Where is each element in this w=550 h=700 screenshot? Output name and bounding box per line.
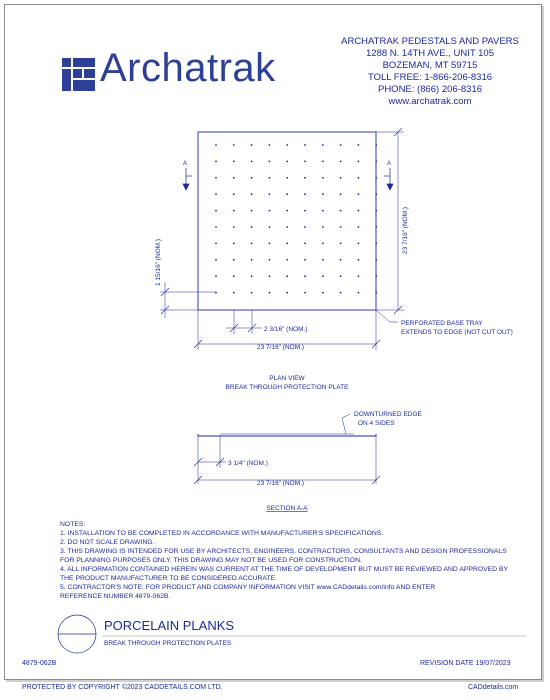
perforation-dot [358, 292, 360, 294]
logo-wordmark: Archatrak [100, 46, 276, 90]
company-address-line2: BOZEMAN, MT 59715 [382, 60, 478, 71]
plan-callout-line2: EXTENDS TO EDGE (NOT CUT OUT) [401, 329, 513, 336]
perforation-dot [251, 144, 253, 146]
perforation-dot [340, 193, 342, 195]
perforation-dot [375, 243, 377, 245]
perforation-dot [286, 226, 288, 228]
note-line: 5. CONTRACTOR'S NOTE: FOR PRODUCT AND COMPANY INFORMATION VISIT www.CADdetails.com/info AND ENTER [60, 584, 436, 591]
plan-view-title: PLAN VIEW [269, 375, 305, 382]
perforation-dot [233, 144, 235, 146]
perforation-dot [322, 226, 324, 228]
perforation-dot [340, 275, 342, 277]
perforation-dot [340, 177, 342, 179]
perforation-dot [215, 161, 217, 163]
perforation-dot [340, 259, 342, 261]
section-edge-dimension-label: 3 1/4" (NOM.) [228, 460, 268, 467]
perforation-dot [340, 226, 342, 228]
perforation-dot [251, 177, 253, 179]
perforation-dot [215, 275, 217, 277]
company-tollfree: TOLL FREE: 1-866-206-8316 [367, 72, 493, 83]
perforation-dot [233, 243, 235, 245]
perforation-dot [233, 161, 235, 163]
note-line: THE PRODUCT MANUFACTURER TO BE CONSIDERED ACCURATE. [60, 575, 278, 582]
perforation-dot [375, 193, 377, 195]
perforation-dot [322, 243, 324, 245]
perforation-dot [286, 292, 288, 294]
perforation-dot [286, 259, 288, 261]
caddetails-link[interactable]: CADdetails.com [468, 684, 519, 691]
perforation-dot [233, 292, 235, 294]
drawing-number: 4879-062B [22, 660, 57, 667]
perforation-dot [304, 226, 306, 228]
perforation-dot [215, 259, 217, 261]
perforation-dot [304, 210, 306, 212]
perforation-dot [269, 210, 271, 212]
perforation-dot [304, 144, 306, 146]
company-phone: PHONE: (866) 206-8316 [377, 84, 483, 95]
plan-plate-outline [198, 132, 376, 310]
perforation-dot [375, 161, 377, 163]
perforation-dot [358, 259, 360, 261]
note-line: REFERENCE NUMBER 4879-062B. [60, 593, 171, 600]
perforation-dot [358, 243, 360, 245]
perforation-dot [251, 210, 253, 212]
perforation-dot [286, 275, 288, 277]
perforation-dot [233, 226, 235, 228]
note-line: 3. THIS DRAWING IS INTENDED FOR USE BY ARCHITECTS, ENGINEERS, CONTRACTORS, CONSULTANTS AND DESIGN PROFESSIONALS [60, 548, 507, 555]
perforation-dot [286, 243, 288, 245]
perforation-dot [358, 161, 360, 163]
perforation-dot [322, 292, 324, 294]
company-name: ARCHATRAK PEDESTALS AND PAVERS [341, 36, 519, 47]
perforation-dot [375, 144, 377, 146]
perforation-dot [375, 210, 377, 212]
perforation-dot [269, 292, 271, 294]
perforation-dot [304, 243, 306, 245]
note-line: FOR PLANNING PURPOSES ONLY. THIS DRAWING MAY NOT BE USED FOR CONSTRUCTION. [60, 557, 362, 564]
perforation-dot [322, 177, 324, 179]
perforation-dot [358, 177, 360, 179]
perforation-dot [269, 275, 271, 277]
note-line: 4. ALL INFORMATION CONTAINED HEREIN WAS CURRENT AT THE TIME OF DEVELOPMENT BUT MUST BE REVIEWED AND APPROVED BY [60, 566, 509, 573]
perforation-dot [251, 226, 253, 228]
perforation-dot [251, 292, 253, 294]
plan-right-dimension-label: 23 7/16" (NOM.) [402, 206, 409, 254]
perforation-dot [269, 144, 271, 146]
perforation-dot [322, 144, 324, 146]
perforation-dot [286, 161, 288, 163]
perforation-dot [322, 259, 324, 261]
perforation-dot [286, 210, 288, 212]
company-address-line1: 1288 N. 14TH AVE., UNIT 105 [366, 48, 494, 59]
perforation-dot [233, 177, 235, 179]
perforation-dot [286, 144, 288, 146]
perforation-dot [251, 275, 253, 277]
perforation-dot [340, 243, 342, 245]
plan-left-dimension-label: 1 15/16" (NOM.) [155, 238, 162, 286]
revision-date: REVISION DATE 19/07/2023 [420, 660, 511, 667]
perforation-dot [304, 193, 306, 195]
perforation-dot [215, 226, 217, 228]
plan-callout-line1: PERFORATED BASE TRAY [401, 320, 483, 327]
plan-spacing-dimension-label: 2 3/16" (NOM.) [264, 326, 308, 333]
perforation-dot [251, 243, 253, 245]
perforation-dot [233, 210, 235, 212]
perforation-dot [304, 259, 306, 261]
perforation-dot [375, 226, 377, 228]
perforation-dot [286, 193, 288, 195]
perforation-dot [215, 210, 217, 212]
perforation-dot [269, 161, 271, 163]
perforation-dot [375, 259, 377, 261]
perforation-dot [251, 193, 253, 195]
plan-callout-leader [376, 310, 398, 322]
perforation-dot [358, 144, 360, 146]
perforation-dot [322, 161, 324, 163]
perforation-dot [269, 259, 271, 261]
section-marker-left: A [183, 161, 188, 167]
perforation-dot [251, 161, 253, 163]
perforation-grid [215, 144, 377, 293]
perforation-dot [340, 292, 342, 294]
perforation-dot [215, 243, 217, 245]
notes-heading: NOTES: [60, 521, 86, 528]
perforation-dot [358, 210, 360, 212]
perforation-dot [340, 161, 342, 163]
perforation-dot [215, 193, 217, 195]
section-title: SECTION A-A [266, 505, 308, 512]
note-line: 1. INSTALLATION TO BE COMPLETED IN ACCORDANCE WITH MANUFACTURER'S SPECIFICATIONS. [60, 530, 384, 537]
perforation-dot [215, 292, 217, 294]
plan-bottom-dimension-label: 23 7/16" (NOM.) [257, 344, 305, 351]
perforation-dot [358, 275, 360, 277]
perforation-dot [304, 177, 306, 179]
perforation-dot [215, 144, 217, 146]
perforation-dot [322, 193, 324, 195]
perforation-dot [269, 193, 271, 195]
perforation-dot [304, 292, 306, 294]
perforation-dot [375, 292, 377, 294]
perforation-dot [215, 177, 217, 179]
note-line: 2. DO NOT SCALE DRAWING. [60, 539, 155, 546]
section-callout-leader [342, 414, 350, 434]
perforation-dot [233, 193, 235, 195]
perforation-dot [269, 243, 271, 245]
perforation-dot [340, 210, 342, 212]
perforation-dot [358, 226, 360, 228]
notes-block [60, 520, 520, 601]
company-website[interactable]: www.archatrak.com [388, 96, 472, 107]
perforation-dot [233, 275, 235, 277]
perforation-dot [375, 275, 377, 277]
perforation-dot [375, 177, 377, 179]
section-width-dimension-label: 23 7/16" (NOM.) [257, 480, 305, 487]
perforation-dot [233, 259, 235, 261]
copyright-notice: PROTECTED BY COPYRIGHT ©2023 CADDETAILS.COM LTD. [22, 684, 223, 691]
drawing-subtitle: BREAK THROUGH PROTECTION PLATES [104, 640, 232, 647]
perforation-dot [286, 177, 288, 179]
section-marker-right: A [387, 161, 392, 167]
section-callout-line2: ON 4 SIDES [358, 420, 395, 427]
perforation-dot [304, 161, 306, 163]
plan-view-subtitle: BREAK THROUGH PROTECTION PLATE [225, 384, 349, 391]
perforation-dot [251, 259, 253, 261]
perforation-dot [269, 226, 271, 228]
perforation-dot [304, 275, 306, 277]
perforation-dot [358, 193, 360, 195]
perforation-dot [322, 210, 324, 212]
section-callout-line1: DOWNTURNED EDGE [354, 411, 422, 418]
perforation-dot [340, 144, 342, 146]
perforation-dot [269, 177, 271, 179]
drawing-title: PORCELAIN PLANKS [104, 618, 235, 633]
perforation-dot [322, 275, 324, 277]
